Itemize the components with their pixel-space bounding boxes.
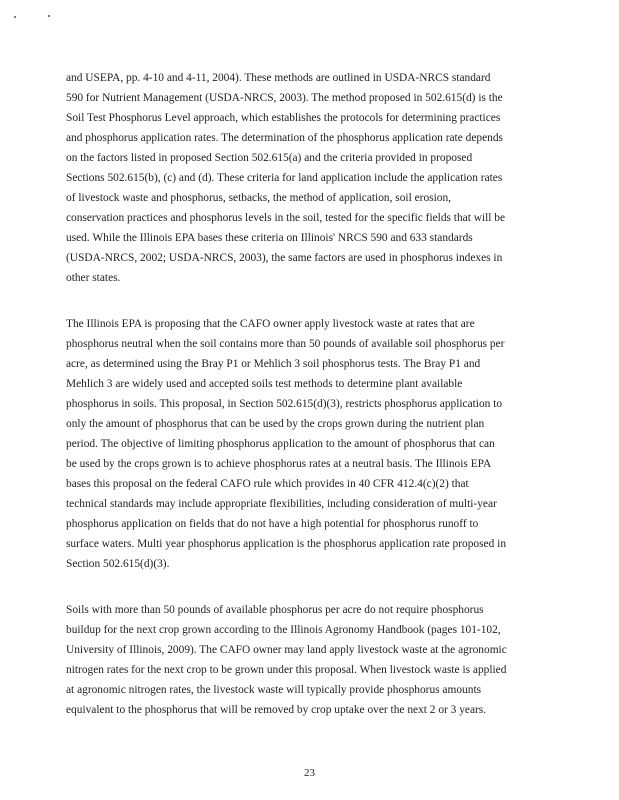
text-line: nitrogen rates for the next crop to be grown under this proposal. When livestock waste is applied xyxy=(66,664,507,676)
text-line: be used by the crops grown is to achieve phosphorus rates at a neutral basis. The Illinois EPA xyxy=(66,458,492,470)
text-line: buildup for the next crop grown according to the Illinois Agronomy Handbook (pages 101-102, xyxy=(66,624,501,636)
text-line: surface waters. Multi year phosphorus application is the phosphorus application rate proposed in xyxy=(66,538,507,550)
text-line: equivalent to the phosphorus that will be removed by crop uptake over the next 2 or 3 years. xyxy=(66,704,487,716)
text-line: phosphorus application on fields that do not have a high potential for phosphorus runoff to xyxy=(66,518,479,530)
text-line: Mehlich 3 are widely used and accepted soils test methods to determine plant available xyxy=(66,378,463,390)
text-line: on the factors listed in proposed Section 502.615(a) and the criteria provided in proposed xyxy=(66,152,473,164)
text-line: phosphorus in soils. This proposal, in Section 502.615(d)(3), restricts phosphorus application to xyxy=(66,398,503,410)
text-line: and USEPA, pp. 4-10 and 4-11, 2004). These methods are outlined in USDA-NRCS standard xyxy=(66,72,491,84)
text-line: Sections 502.615(b), (c) and (d). These criteria for land application include the application rates xyxy=(66,172,503,184)
paragraph-1 xyxy=(66,68,556,288)
text-line: at agronomic nitrogen rates, the livestock waste will typically provide phosphorus amounts xyxy=(66,684,482,696)
text-line: Section 502.615(d)(3). xyxy=(66,558,170,570)
scan-speck xyxy=(48,15,50,17)
text-line: used. While the Illinois EPA bases these criteria on Illinois' NRCS 590 and 633 standards xyxy=(66,232,473,244)
text-line: acre, as determined using the Bray P1 or Mehlich 3 soil phosphorus tests. The Bray P1 and xyxy=(66,358,481,370)
text-line: University of Illinois, 2009). The CAFO owner may land apply livestock waste at the agronomic xyxy=(66,644,507,656)
page-number: 23 xyxy=(304,767,315,779)
text-line: The Illinois EPA is proposing that the CAFO owner apply livestock waste at rates that are xyxy=(66,318,475,330)
text-line: other states. xyxy=(66,272,121,284)
text-line: conservation practices and phosphorus levels in the soil, tested for the specific fields that will be xyxy=(66,212,506,224)
text-line: (USDA-NRCS, 2002; USDA-NRCS, 2003), the same factors are used in phosphorus indexes in xyxy=(66,252,503,264)
paragraph-3 xyxy=(66,600,556,720)
text-line: bases this proposal on the federal CAFO rule which provides in 40 CFR 412.4(c)(2) that xyxy=(66,478,469,490)
text-line: phosphorus neutral when the soil contains more than 50 pounds of available soil phosphorus per xyxy=(66,338,505,350)
paragraph-2 xyxy=(66,314,556,574)
scan-speck xyxy=(14,16,16,18)
text-line: only the amount of phosphorus that can be used by the crops grown during the nutrient plan xyxy=(66,418,485,430)
text-line: and phosphorus application rates. The determination of the phosphorus application rate depends xyxy=(66,132,503,144)
text-line: 590 for Nutrient Management (USDA-NRCS, 2003). The method proposed in 502.615(d) is the xyxy=(66,92,503,104)
text-line: of livestock waste and phosphorus, setbacks, the method of application, soil erosion, xyxy=(66,192,451,204)
text-line: Soils with more than 50 pounds of available phosphorus per acre do not require phosphorus xyxy=(66,604,484,616)
text-line: technical standards may include appropriate flexibilities, including consideration of multi-year xyxy=(66,498,497,510)
text-line: period. The objective of limiting phosphorus application to the amount of phosphorus that can xyxy=(66,438,495,450)
text-line: Soil Test Phosphorus Level approach, which establishes the protocols for determining practices xyxy=(66,112,501,124)
